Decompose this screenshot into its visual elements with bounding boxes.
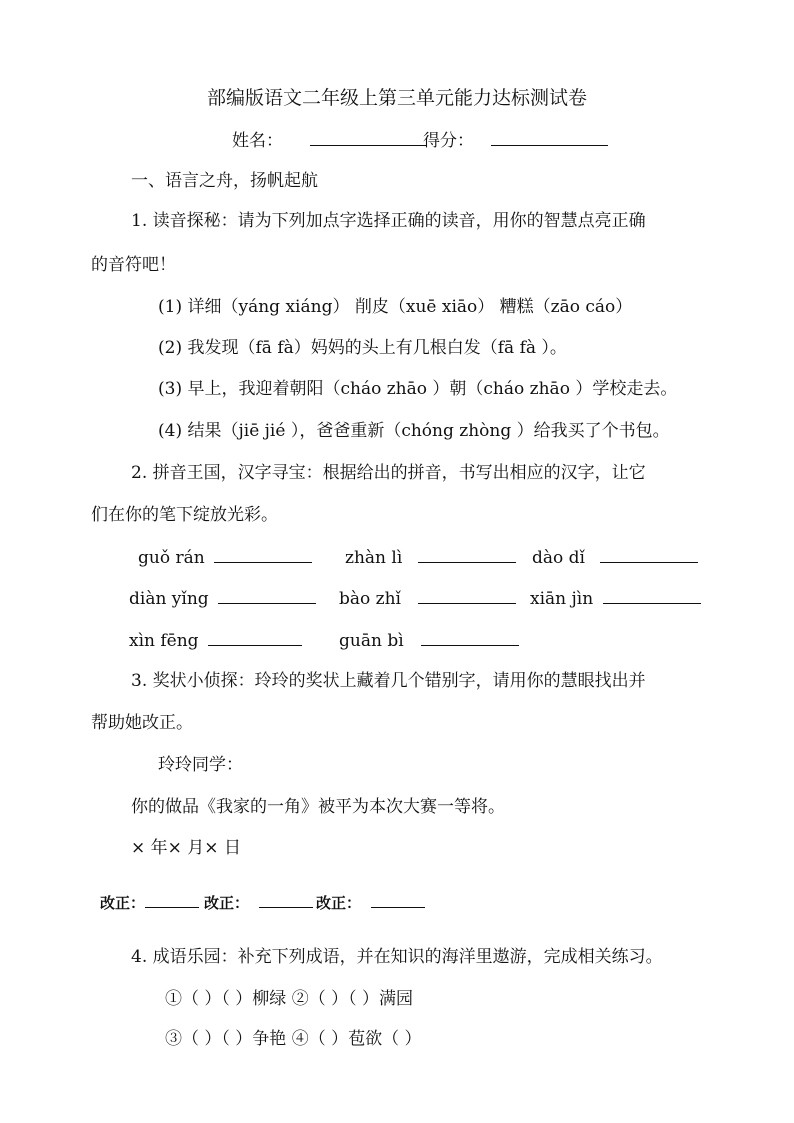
q1-item: (2) 我发现（fā fà）妈妈的头上有几根白发（fā fà ）。 (158, 338, 567, 358)
certificate-body: 你的做品《我家的一角》被平为本次大赛一等将。 (131, 797, 505, 817)
correction-item (204, 891, 313, 914)
q1-item: (3) 早上，我迎着朝阳（cháo zhāo ）朝（cháo zhāo ）学校走去。 (158, 379, 678, 399)
pinyin-text: guǒ rán (138, 548, 205, 568)
answer-blank[interactable] (603, 587, 701, 604)
pinyin-item (345, 546, 516, 569)
correction-label: 改正： (100, 894, 146, 912)
answer-blank[interactable] (208, 629, 302, 646)
correction-label: 改正： (204, 894, 250, 912)
answer-blank[interactable] (418, 587, 516, 604)
pinyin-item (532, 546, 698, 569)
correction-blank[interactable] (145, 891, 199, 908)
correction-item (100, 891, 199, 914)
q1-item: (1) 详细（yáng xiáng） 削皮（xuē xiāo） 糟糕（zāo cáo） (158, 297, 633, 317)
q1-item: (4) 结果（jiē jié ），爸爸重新（chóng zhòng ）给我买了个书包。 (158, 421, 670, 441)
score-field[interactable] (423, 129, 608, 152)
answer-blank[interactable] (218, 587, 316, 604)
pinyin-text: guān bì (339, 631, 404, 651)
answer-blank[interactable] (418, 546, 516, 563)
pinyin-text: dào dǐ (532, 548, 585, 568)
pinyin-text: diàn yǐng (129, 589, 209, 609)
name-label: 姓名： (232, 131, 283, 151)
pinyin-item (138, 546, 312, 569)
q3-prompt-line2: 帮助她改正。 (91, 713, 193, 733)
q4-prompt: 4. 成语乐园：补充下列成语，并在知识的海洋里遨游，完成相关练习。 (131, 947, 663, 967)
section-heading: 一、语言之舟，扬帆起航 (131, 171, 318, 191)
pinyin-item (129, 587, 316, 610)
pinyin-text: zhàn lì (345, 548, 403, 568)
idiom-row: ③（ ）（ ）争艳 ④（ ）苞欲（ ） (165, 1029, 422, 1049)
score-blank[interactable] (491, 129, 608, 146)
answer-blank[interactable] (214, 546, 312, 563)
q2-prompt-line2: 们在你的笔下绽放光彩。 (91, 505, 278, 525)
certificate-salutation: 玲玲同学： (158, 755, 243, 775)
answer-blank[interactable] (421, 629, 519, 646)
q1-prompt-line1: 1. 读音探秘：请为下列加点字选择正确的读音，用你的智慧点亮正确 (131, 211, 646, 231)
correction-blank[interactable] (259, 891, 313, 908)
name-field[interactable] (232, 129, 427, 152)
certificate-date: × 年× 月× 日 (131, 838, 241, 858)
score-label: 得分： (423, 131, 474, 151)
idiom-row: ①（ ）（ ）柳绿 ②（ ）（ ）满园 (165, 989, 414, 1009)
correction-item (316, 891, 425, 914)
pinyin-item (129, 629, 302, 652)
q1-prompt-line2: 的音符吧！ (91, 255, 176, 275)
correction-blank[interactable] (371, 891, 425, 908)
page-title: 部编版语文二年级上第三单元能力达标测试卷 (206, 87, 587, 109)
pinyin-item (339, 587, 516, 610)
q3-prompt-line1: 3. 奖状小侦探：玲玲的奖状上藏着几个错别字，请用你的慧眼找出并 (131, 671, 646, 691)
correction-label: 改正： (316, 894, 362, 912)
name-blank[interactable] (310, 129, 427, 146)
pinyin-item (530, 587, 701, 610)
pinyin-item (339, 629, 519, 652)
pinyin-text: xìn fēng (129, 631, 199, 651)
answer-blank[interactable] (600, 546, 698, 563)
pinyin-text: bào zhǐ (339, 589, 401, 609)
q2-prompt-line1: 2. 拼音王国，汉字寻宝：根据给出的拼音，书写出相应的汉字，让它 (131, 463, 646, 483)
pinyin-text: xiān jìn (530, 589, 594, 609)
